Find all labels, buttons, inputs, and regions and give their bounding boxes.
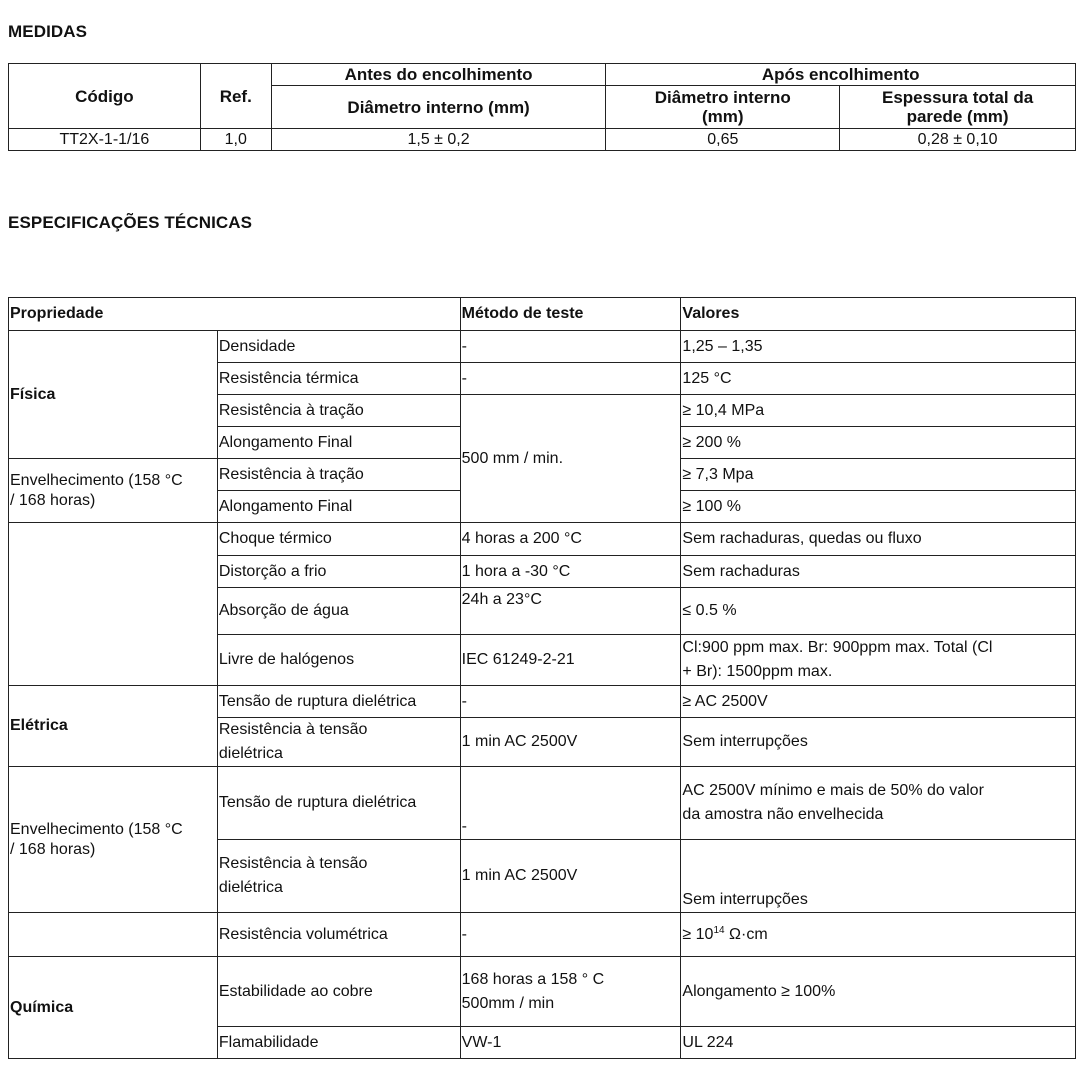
prop-choque: Choque térmico [217, 523, 460, 556]
cell-diametro-apos: 0,65 [606, 129, 840, 151]
header-metodo: Método de teste [460, 298, 681, 331]
header-espessura-line1: Espessura total da [882, 88, 1034, 107]
specs-title: ESPECIFICAÇÕES TÉCNICAS [8, 213, 253, 232]
valor-env-tensao-ruptura-line1: AC 2500V mínimo e mais de 50% do valor [682, 782, 984, 799]
header-diametro-apos-line1: Diâmetro interno [654, 88, 791, 107]
group-envelhecimento-1 [9, 459, 218, 523]
medidas-title: MEDIDAS [8, 22, 88, 41]
table-row [9, 767, 1076, 840]
group-quimica: Química [9, 957, 218, 1059]
valor-halogenos [681, 635, 1076, 686]
prop-estabilidade: Estabilidade ao cobre [217, 957, 460, 1027]
metodo-distorcao: 1 hora a -30 °C [460, 556, 681, 588]
group-eletrica: Elétrica [9, 686, 218, 767]
prop-tensao-ruptura: Tensão de ruptura dielétrica [217, 686, 460, 718]
valor-absorcao: ≤ 0.5 % [681, 588, 1076, 635]
prop-env-alongamento: Alongamento Final [217, 491, 460, 523]
medidas-table [8, 63, 1076, 151]
table-row [9, 957, 1076, 1027]
prop-flamabilidade: Flamabilidade [217, 1027, 460, 1059]
prop-densidade: Densidade [217, 331, 460, 363]
valor-resistencia-tracao: ≥ 10,4 MPa [681, 395, 1076, 427]
header-espessura [840, 86, 1076, 129]
metodo-resistencia-termica: - [460, 363, 681, 395]
table-row [9, 129, 1076, 151]
prop-resistencia-termica: Resistência térmica [217, 363, 460, 395]
valor-env-tensao-ruptura-line2: da amostra não envelhecida [682, 806, 884, 823]
metodo-env-tensao-ruptura: - [460, 767, 681, 840]
prop-resistencia-tensao-line2: dielétrica [218, 745, 283, 762]
metodo-estabilidade-line1: 168 horas a 158 ° C [461, 970, 605, 988]
metodo-resistencia-tensao: 1 min AC 2500V [460, 718, 681, 767]
valor-env-resistencia-tracao: ≥ 7,3 Mpa [681, 459, 1076, 491]
valor-distorcao: Sem rachaduras [681, 556, 1076, 588]
valor-env-alongamento: ≥ 100 % [681, 491, 1076, 523]
header-propriedade: Propriedade [9, 298, 461, 331]
valor-halogenos-line2: + Br): 1500ppm max. [682, 663, 833, 680]
header-antes: Antes do encolhimento [271, 64, 606, 86]
cell-ref: 1,0 [200, 129, 271, 151]
prop-resistencia-tensao-line1: Resistência à tensão [218, 721, 368, 738]
header-ref: Ref. [200, 64, 271, 129]
valor-volumetrica-exponent: 14 [713, 924, 725, 936]
prop-env-resistencia-tensao-line1: Resistência à tensão [218, 855, 368, 872]
valor-env-resistencia-tensao: Sem interrupções [681, 840, 1076, 913]
prop-env-resistencia-tracao: Resistência à tração [217, 459, 460, 491]
header-espessura-line2: parede (mm) [906, 107, 1009, 126]
group-envelhecimento-1-line2: / 168 horas) [10, 491, 96, 509]
prop-resistencia-volumetrica: Resistência volumétrica [217, 913, 460, 957]
header-diametro-apos [606, 86, 840, 129]
table-row [9, 686, 1076, 718]
valor-env-tensao-ruptura [681, 767, 1076, 840]
group-empty-1 [9, 523, 218, 686]
group-envelhecimento-2-line1: Envelhecimento (158 °C [10, 820, 183, 838]
metodo-choque: 4 horas a 200 °C [460, 523, 681, 556]
valor-tensao-ruptura: ≥ AC 2500V [681, 686, 1076, 718]
prop-resistencia-tracao: Resistência à tração [217, 395, 460, 427]
header-diametro-antes: Diâmetro interno (mm) [271, 86, 606, 129]
valor-alongamento: ≥ 200 % [681, 427, 1076, 459]
metodo-resistencia-volumetrica: - [460, 913, 681, 957]
header-codigo: Código [9, 64, 201, 129]
valor-densidade: 1,25 – 1,35 [681, 331, 1076, 363]
metodo-densidade: - [460, 331, 681, 363]
cell-espessura: 0,28 ± 0,10 [840, 129, 1076, 151]
valor-volumetrica-unit: Ω·cm [724, 925, 768, 943]
valor-volumetrica-base: ≥ 10 [682, 925, 714, 943]
group-envelhecimento-2 [9, 767, 218, 913]
metodo-absorcao: 24h a 23°C [460, 588, 681, 635]
valor-flamabilidade: UL 224 [681, 1027, 1076, 1059]
valor-resistencia-termica: 125 °C [681, 363, 1076, 395]
metodo-estabilidade-line2: 500mm / min [461, 994, 555, 1012]
metodo-tensao-ruptura: - [460, 686, 681, 718]
header-apos: Após encolhimento [606, 64, 1076, 86]
prop-absorcao: Absorção de água [217, 588, 460, 635]
cell-diametro-antes: 1,5 ± 0,2 [271, 129, 606, 151]
metodo-estabilidade [460, 957, 681, 1027]
table-row [9, 523, 1076, 556]
valor-resistencia-tensao: Sem interrupções [681, 718, 1076, 767]
prop-halogenos: Livre de halógenos [217, 635, 460, 686]
group-envelhecimento-2-line2: / 168 horas) [10, 840, 96, 858]
specs-table [8, 297, 1076, 1059]
header-diametro-apos-line2: (mm) [702, 107, 744, 126]
metodo-tracao: 500 mm / min. [460, 395, 681, 523]
table-row [9, 331, 1076, 363]
group-fisica: Física [9, 331, 218, 459]
group-empty-2 [9, 913, 218, 957]
valor-estabilidade: Alongamento ≥ 100% [681, 957, 1076, 1027]
valor-halogenos-line1: Cl:900 ppm max. Br: 900ppm max. Total (Cl [682, 639, 993, 656]
valor-resistencia-volumetrica [681, 913, 1076, 957]
table-row [9, 913, 1076, 957]
prop-env-resistencia-tensao [217, 840, 460, 913]
header-valores: Valores [681, 298, 1076, 331]
metodo-env-resistencia-tensao: 1 min AC 2500V [460, 840, 681, 913]
prop-env-resistencia-tensao-line2: dielétrica [218, 879, 283, 896]
prop-resistencia-tensao [217, 718, 460, 767]
prop-env-tensao-ruptura: Tensão de ruptura dielétrica [217, 767, 460, 840]
metodo-halogenos: IEC 61249-2-21 [460, 635, 681, 686]
prop-distorcao: Distorção a frio [217, 556, 460, 588]
metodo-flamabilidade: VW-1 [460, 1027, 681, 1059]
valor-choque: Sem rachaduras, quedas ou fluxo [681, 523, 1076, 556]
cell-codigo: TT2X-1-1/16 [9, 129, 201, 151]
group-envelhecimento-1-line1: Envelhecimento (158 °C [10, 471, 183, 489]
prop-alongamento: Alongamento Final [217, 427, 460, 459]
